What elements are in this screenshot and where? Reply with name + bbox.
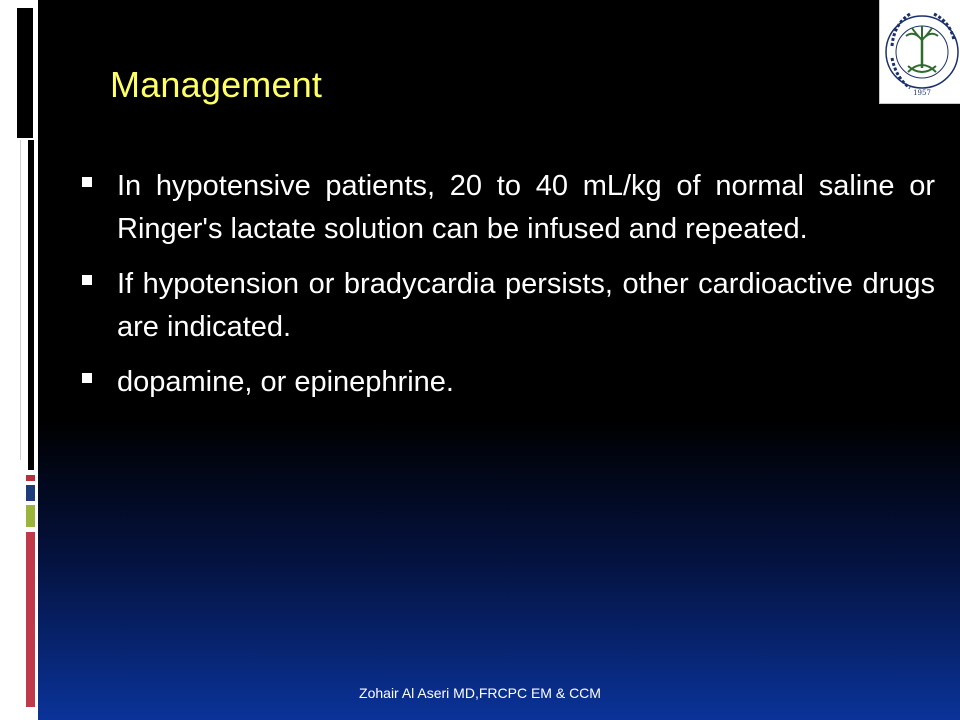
bullet-item [82,165,935,251]
decor-bar-black-1 [0,0,12,680]
decor-thin-line [20,140,21,460]
palm-and-swords-emblem-icon [880,0,960,103]
bullet-text: If hypotension or bradycardia persists, other cardioactive drugs are indicated. [117,268,935,343]
bullet-item [82,263,935,349]
bullet-list [82,165,935,416]
square-bullet-icon [82,275,92,285]
square-bullet-icon [82,373,92,383]
bullet-item [82,361,935,404]
decor-bar-blue [26,485,35,501]
bullet-text: In hypotensive patients, 20 to 40 mL/kg of normal saline or Ringer's lactate solution can be infused and repeated. [117,170,935,245]
decor-bar-dark-2 [28,140,34,470]
slide-title: Management [110,64,323,105]
decor-bar-red [26,532,35,707]
decor-bar-green [26,505,35,527]
logo-year: 1957 [913,89,931,97]
slide-footer: Zohair Al Aseri MD,FRCPC EM & CCM [359,685,601,701]
bullet-text: dopamine, or epinephrine. [117,366,454,398]
university-logo [879,0,960,104]
square-bullet-icon [82,177,92,187]
decor-bar-red-top [26,475,35,481]
decor-bar-dark [17,8,33,138]
